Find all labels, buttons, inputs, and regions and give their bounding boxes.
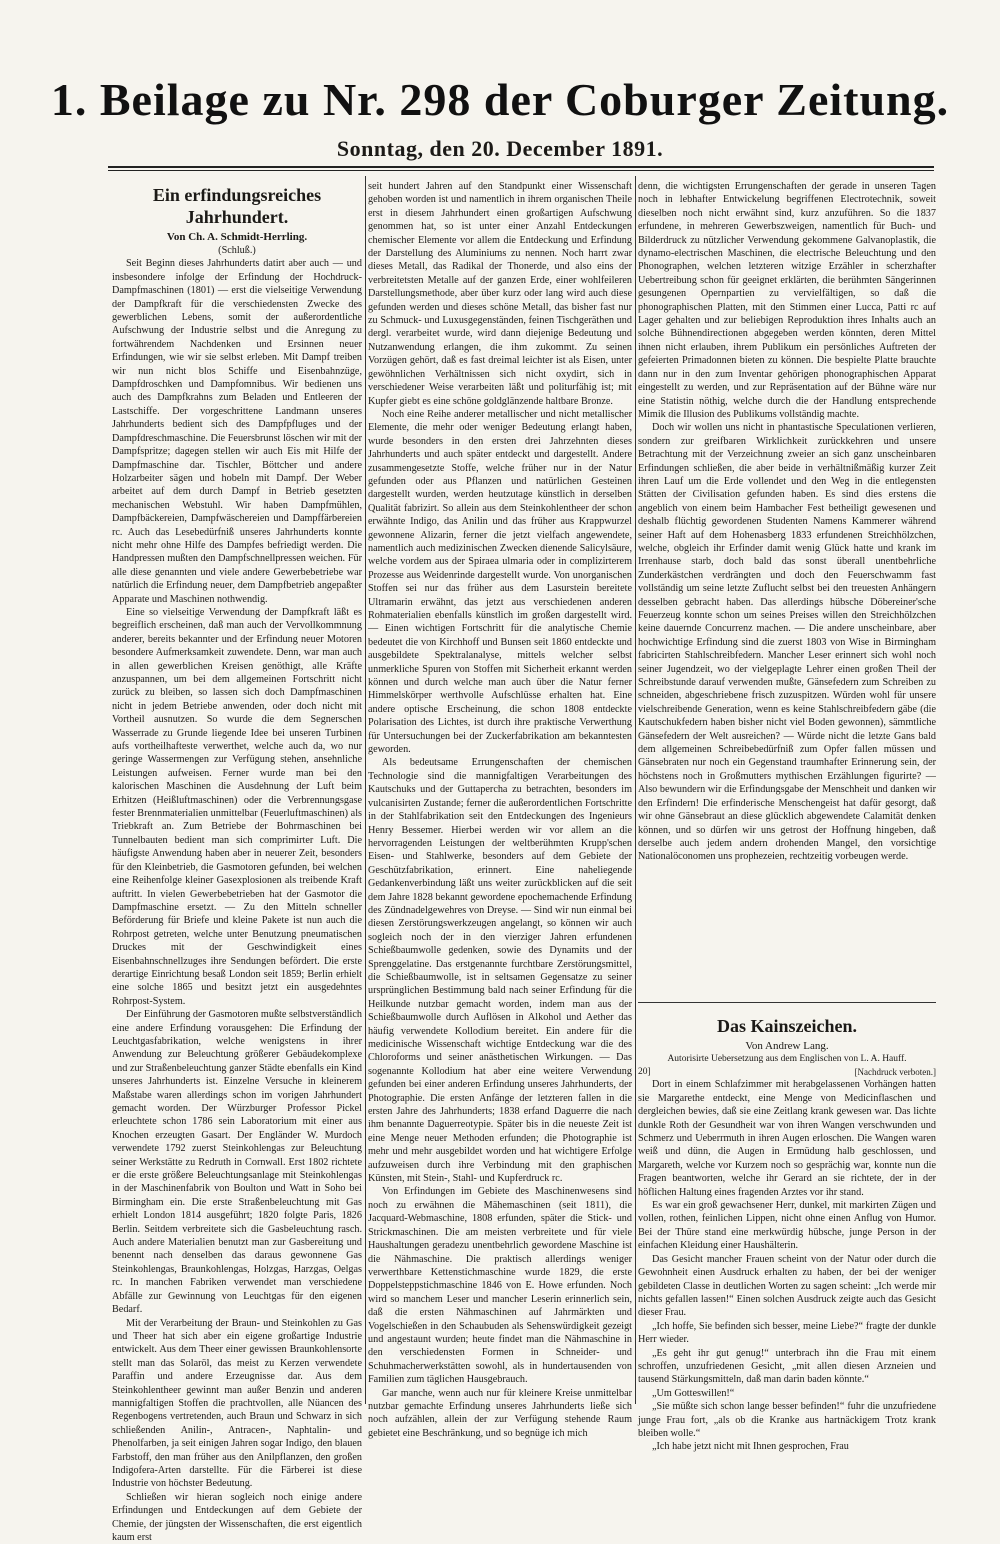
masthead-rule: [108, 166, 934, 168]
serial-byline: Von Andrew Lang.: [745, 1040, 829, 1052]
article-paragraph: Doch wir wollen uns nicht in phantastische Speculationen verlieren, sondern zur greifbaren Wirklichkeit zurückkehren und unsere Betrachtung mit der Verzeichnung zweier an sich ganz unscheinbaren Erfindungen schließen, die aber beide in verhältnißmäßig kurzer Zeit ihren Lauf um die Erde vollendet und den Weg in die entlegensten Stätten der Civilisation gefunden haben. Es sind dies erstens die angeblich von einem beim Hambacher Fest betheiligt gewesenen und deshalb flüchtig gewordenen Studenten Namens Kammerer während seiner Haft auf dem Hohenasberg 1833 erfundenen Streichhölzchen, welche, obgleich ihr Erfinder damit wenig Glück hatte und krank im Irrenhause starb, doch bald das sonst überall unentbehrliche Zunderkästchen verdrängten und doch den Feuerschwamm fast vollständig um seine letzte Zuflucht selbst bei den treuesten Anhängern desselben gebracht haben. Das allerdings hübsche Döbereiner'sche Feuerzeug konnte schon um seines Preises willen den Streichhölzchen keine dauernde Concurrenz machen. — Die andere unscheinbare, aber hochwichtige Erfindung sind die zuerst 1803 von Wise in Birmingham fabricirten Stahlschreibfedern. Mancher Leser erinnert sich wohl noch seiner Jugendzeit, wo der vielgeplagte Lehrer einen großen Theil der Schreibstunde darauf verwenden mußte, Gänsefedern zum Schreiben zu schneiden, abgeschriebene frisch zuzuspitzen. Würden wohl für unsere vielschreibende Generation, wenn es keine Stahlschreibfedern gäbe (die Kautschukfedern haben bisher nicht viel Boden gewonnen), sämmtliche Gänsefedern der Welt ausreichen? — Würde nicht die letzte Gans bald dem allgemeinen Schreibebedürfniß zum Opfer fallen müssen und Gänsebraten nur noch ein Gegenstand traumhafter Erinnerung sein, der höchstens noch in Großmutters mythischen Erzählungen figurirte? — Also bewundern wir die Erfindungsgabe der Menschheit und danken wir den Erfindern! Die erfinderische Menschengeist hat dafür gesorgt, daß wir ohne Gänsebraut an diese glücklich abgewendete Calamität denken können, und so dürfen wir uns getrost der Hoffnung hingeben, daß derselbe auch jedem andern drohenden Mangel, den vorsichtige Nationalöconomen uns prophezeien, rechtzeitig vorbeugen werde.: [638, 422, 936, 863]
column-2: [368, 180, 632, 1439]
article-continuation: [638, 180, 936, 992]
article-paragraph: Seit Beginn dieses Jahrhunderts datirt aber auch — und insbesondere infolge der Erfindung der Hochdruck-Dampfmaschinen (1801) — erst die vielseitige Verwendung der Dampfkraft für die verschiedensten Zwecke des gewerblichen Lebens, somit der außerordentliche Aufschwung der Industrie selbst und die Anregung zu fortwährendem Nachdenken und Ersinnen neuer Erfindungen, wie wir sie selbst erleben. Mit Dampf treiben wir nun nicht blos Schiffe und Eisenbahnzüge, Dampfdroschken und Dampfomnibus. Wir bedienen uns auch des Dampfkrahns zum Beladen und Entleeren der Lastschiffe. Der vorgeschrittene Landmann unseres Jahrhunderts bedient sich des Dampfpfluges und der Dampfdreschmaschine. Die Feuersbrunst löschen wir mit der Dampfspritze; dagegen stellen wir auch Eis mit Hilfe der Dampfmaschine dar. Tischler, Böttcher und andere Holzarbeiter sägen und hobeln mit Dampf. Der Weber arbeitet auf dem durch Dampf in Betrieb gesetzten mechanischen Webstuhl. Wir haben Dampfmühlen, Dampfbäckereien, Dampfwäschereien und Dampffärbereien rc. Auch das Lesebedürfniß unseres Jahrhunderts konnte nicht mehr ohne Hilfe des Dampfes befriedigt werden. Die Handpressen mußten den Dampfschnellpressen weichen. Für alle diese genannten und viele andere Gewerbebetriebe war natürlich die Erfindung neuer, dem Dampfbetrieb angepaßter Apparate und Maschinen nothwendig.: [112, 258, 362, 605]
story-paragraph: „Um Gotteswillen!“: [652, 1387, 735, 1399]
article-paragraph: Schließen wir hieran sogleich noch einige andere Erfindungen und Entdeckungen auf dem Gebiete der Chemie, der jüngsten der Wissenschaften, die erst eigentlich kaum erst: [112, 1491, 362, 1543]
article-paragraph: Gar manche, wenn auch nur für kleinere Kreise unmittelbar nutzbar gemachte Erfindung unseres Jahrhunderts ließe sich noch aufzählen, allein der zur Verfügung stehende Raum gebietet eine Beschränkung, und so begnüge ich mich: [368, 1387, 632, 1439]
article-paragraph: Noch eine Reihe anderer metallischer und nicht metallischer Elemente, die mehr oder weniger Bedeutung erlangt haben, wurde besonders in den ersten drei Jahrzehnten dieses Jahrhunderts und auch später entdeckt und dargestellt. Andere zusammengesetzte Stoffe, welche früher nur in der Natur gefunden oder aus Pflanzen und natürlichen Gesteinen dargestellt wurden, werden heutzutage künstlich in derselben Qualität fabrizirt. So allein aus dem Steinkohlentheer der schon erwähnte Indigo, das Anilin und das früher aus Krappwurzel gewonnene Alizarin, ferner die jetzt vielfach angewendete, namentlich auch medizinischen Zwecken dienende Salicylsäure, welche vordem aus der Spiraea ulmaria oder in complizirterem Prozesse aus Weidenrinde dargestellt wurde. Von unorganischen Stoffen sei nur das früher aus dem Lasurstein bereitete Ultramarin erwähnt, das jetzt aus verschiedenen anderen Rohmaterialien ebenfalls künstlich im großen dargestellt wird. — Einen wichtigen Fortschritt für die analytische Chemie bedeutet die von Kirchhoff und Bunsen seit 1860 entdeckte und ausgebildete Spektralanalyse, mittels welcher selbst unmerkliche Spuren von Stoffen mit Sicherheit erkannt werden können und durch welche man auch über die Natur ferner Himmelskörper werthvolle Aufschlüsse erhalten hat. Eine andere optische Erscheinung, die schon 1808 entdeckte Polarisation des Lichtes, ist durch ihre praktische Verwerthung für Untersuchungen bei der Zuckerfabrikation am bekanntesten geworden.: [368, 408, 632, 756]
story-paragraph: „Ich hoffe, Sie befinden sich besser, meine Liebe?“ fragte der dunkle Herr wieder.: [638, 1320, 936, 1346]
article-paragraph: Eine so vielseitige Verwendung der Dampfkraft läßt es begreiflich erscheinen, daß man auch der Vervollkommnung anderer, bereits bekannter und der Erfindung neuer Motoren besondere Aufmerksamkeit zuwendete. Denn, war man auch in allen gewerblichen Kreisen genöthigt, alle Kräfte anzuspannen, um bei dem allgemeinen Fortschritt nicht zurück zu bleiben, so lassen sich doch Dampfmaschinen nicht in jedem Betriebe anwenden, oder doch nicht mit Vortheil ausnutzen. So wurde die dem Segnerschen Wasserrade zu Grunde liegende Idee bei unseren Turbinen aufs vortheilhafteste verwerthet, welche auch da, wo nur geringe Wassermengen zur Verfügung stehen, ansehnliche Leistungen aufweisen. Ferner wurde man bei den kalorischen Maschinen die Ausdehnung der Luft beim Erhitzen (Heißluftmaschinen) oder die Verbrennungsgase fester Brennmaterialien unmittelbar (Feuerluftmaschinen) als Triebkraft an. Zum Betriebe der Bohrmaschinen bei Tunnelbauten bedient man sich comprimirter Luft. Die häufigste Anwendung haben aber in neuerer Zeit, besonders für den Kleinbetrieb, die Gasmotoren gefunden, bei welchen eine Reihenfolge kleiner Gasexplosionen als treibende Kraft auftritt. In vielen Gewerbebetrieben hat der Gasmotor die Dampfmaschine ersetzt. — Zu den Mitteln schneller Beförderung für Briefe und kleine Pakete ist nun auch die Rohrpost getreten, welche unter Benutzung pneumatischen Druckes mit der Geschwindigkeit eines Eisenbahnschnellzuges ihre Sendungen befördert. Die erste derartige Einrichtung besaß London seit 1859; Berlin erhielt eine solche 1865 und besitzt jetzt ein ausgedehntes Rohrpost-System.: [112, 606, 362, 1007]
story-paragraph: Es war ein groß gewachsener Herr, dunkel, mit markirten Zügen und vollen, rothen, feinlichen Lippen, nicht ohne einen Anflug von Humor. Bei der Thüre stand eine merkwürdig hübsche, junge Person in der einfachen Kleidung einer Haushälterin.: [638, 1200, 936, 1252]
article-divider: [638, 1002, 936, 1003]
serial-meta: [638, 1066, 936, 1078]
masthead-date: Sonntag, den 20. December 1891.: [336, 136, 664, 161]
article-title: Ein erfindungsreiches Jahrhundert.: [152, 185, 322, 227]
article-paragraph: seit hundert Jahren auf den Standpunkt einer Wissenschaft gehoben worden ist und namentlich in ihrem organischen Theile erst in diesem Jahrhundert einen großartigen Aufschwung genommen hat, so ist unter einer Anzahl Entdeckungen chemischer Elemente vor allem die Entdeckung und Erfindung der Darstellung des Aluminiums zu nennen. Noch harrt zwar dieses Metall, das Radikal der Thonerde, und also eins der verbreitetsten Metalle auf der ganzen Erde, einer wohlfeileren Darstellungsmethode, aber über kurz oder lang wird auch diese gefunden werden und dieses schöne Metall, das bisher fast nur zu Schmuck- und Luxusgegenständen, feinen Tischgeräthen und dergl. verarbeitet wurde, wird dann diejenige Bedeutung und Nutzanwendung erlangen, die ihm zukommt. Zu seinen Vorzügen gehört, daß es fast dreimal leichter ist als Eisen, unter gewöhnlichen Verhältnissen sich nicht oxydirt, sich in verschiedener Weise verarbeiten läßt und politurfähig ist; mit Kupfer giebt es eine schöne goldglänzende haltbare Bronze.: [368, 181, 632, 407]
column-divider: [365, 176, 366, 1404]
serial-number: 20]: [638, 1067, 651, 1078]
story-paragraph: Das Gesicht mancher Frauen scheint von der Natur oder durch die Gewohnheit einen Ausdruck erhalten zu haben, der bei der weniger gebildeten Classe in deutlichen Worten zu sagen scheint: „Ich werde mir nichts gefallen lassen!“ Einen solchen Ausdruck zeigte auch das Gesicht dieser Frau.: [638, 1253, 936, 1319]
column-3: [638, 180, 936, 1453]
article-paragraph: Von Erfindungen im Gebiete des Maschinenwesens sind noch zu erwähnen die Mähemaschinen (seit 1811), die Jacquard-Webmaschine, 1808 erfunden, später die Stick- und Strickmaschinen. Die am meisten verbreitete und für viele Haushaltungen geradezu unentbehrlich gewordene Maschine ist die Nähmaschine. Die praktisch allerdings weniger verwerthbare Kettenstichmaschine wurde 1829, die erste Doppelsteppstichmaschine 1846 von E. Howe erfunden. Noch wird so manchem Leser und mancher Leserin erinnerlich sein, daß die ersten Nähmaschinen auf Jahrmärkten und Vogelschießen in den Schaubuden als Sehenswürdigkeit gezeigt und angestaunt wurden; heute findet man die Nähmaschine in den verschiedensten Formen in Schneider- und Schuhmacherwerkstätten sowohl, als in hundertausenden von Familien zum täglichen Hausgebrauch.: [368, 1186, 632, 1386]
serial-title: Das Kainszeichen.: [716, 1016, 857, 1036]
article-byline: Von Ch. A. Schmidt-Herrling.: [166, 231, 308, 243]
translation-note: Autorisirte Uebersetzung aus dem Englischen von L. A. Hauff.: [667, 1054, 907, 1064]
story-paragraph: „Es geht ihr gut genug!“ unterbrach ihn die Frau mit einem schroffen, unzufriedenen Gesicht, „mit allen diesen Arzneien und tausend Stärkungsmitteln, daß man darin baden könnte.“: [638, 1347, 936, 1386]
column-1: [112, 180, 362, 1543]
masthead-rule-thin: [108, 170, 934, 171]
column-divider: [635, 176, 636, 1404]
story-paragraph: „Sie müßte sich schon lange besser befinden!“ fuhr die unzufriedene junge Frau fort, „als ob die Kranke aus hartnäckigem Trotz krank bleiben wolle.“: [638, 1401, 936, 1439]
article-paragraph: Mit der Verarbeitung der Braun- und Steinkohlen zu Gas und Theer hat sich aber ein eigene großartige Industrie entwickelt. Aus dem Theer einer gewissen Braunkohlensorte stellt man das Solaröl, das meist zu Kerzen verwendete Paraffin und andere Erzeugnisse dar. Aus dem Steinkohlentheer gewinnt man außer Benzin und anderen mannigfaltigen Stoffen die prachtvollen, alle Nüancen des Regenbogens vertretenden, auch Braun und Schwarz in sich schließenden Anilin-, Antracen-, Naphtalin- und Phenolfarben, ja seit einigen Jahren sogar Indigo, den blauen Farbstoff, den man früher aus den Anilpflanzen, den großen Indigofera-Arten darstellte. Für die Färberei ist diese Industrie von höchster Bedeutung.: [112, 1317, 362, 1490]
story-paragraph: „Ich habe jetzt nicht mit Ihnen gesprochen, Frau: [652, 1441, 849, 1453]
article-paragraph: Als bedeutsame Errungenschaften der chemischen Technologie sind die mannigfaltigen Verarbeitungen des Kautschuks und der Guttapercha zu betrachten, besonders im vulcanisirten Zustande; ferner die außerordentlichen Fortschritte in der Stahlfabrikation seit den Entdeckungen des Ingenieurs Henry Bessemer. Hierbei werden wir vor allem an die hervorragenden Leistungen der weltberühmten Krupp'schen Eisen- und Stahlwerke, besonders auf dem Gebiete der Geschützfabrikation, erinnert. Eine naheliegende Gedankenverbindung läßt uns weiter zurückblicken auf die seit dem Jahre 1828 bekannt gewordene epochemachende Erfindung des Zündnadelgewehres von Dreyse. — Sind wir nun einmal bei diesen Zerstörungswerkzeugen angelangt, so können wir auch sogleich noch der in den vierziger Jahren erfundenen Schießbaumwolle gedenken, sowie des Dynamits und der Sprenggelatine. Das erstgenannte furchtbare Zerstörungsmittel, die Schießbaumwolle, ist in seltsamen Gegensatze zu seiner ursprünglichen Bestimmung bald nach seiner Erfindung für die Heilkunde nutzbar gemacht worden, indem man aus der Schießbaumwolle durch Auflösen in Alkohol und Aether das häufig verwendete Kollodium bereitet. Ein andere für die medicinische Wissenschaft wichtige Entdeckung war die des Chloroforms und seiner anästhetischen Wirkungen. — Das sogenannte Kollodium hat aber eine weitere Verwendung gefunden bei einer anderen Erfindung unseres Jahrhunderts, der Photographie. Die ersten Anfänge der letzteren fallen in die ersten Jahre des Jahrhunderts; 1838 erfand Daguerre die nach ihm benannte Daguerreotypie. Später bis in die neueste Zeit ist eine Menge neuer Methoden erfunden; die Photographie ist mehr und mehr ausgebildet worden und hat wichtigere Erfolge aufzuweisen durch ihre Verbindung mit den graphischen Künsten, mit Stein-, Stahl- und Kupferdruck rc.: [368, 757, 632, 1185]
continuation-note: (Schluß.): [218, 245, 256, 256]
story-paragraph: Dort in einem Schlafzimmer mit herabgelassenen Vorhängen hatten sie Margarethe entdeckt, eine Menge von Medicinflaschen und dergleichen bewies, daß sie eine Zeitlang krank gewesen war. Das lichte dunkle Roth der Gesundheit war von ihren Wangen verschwunden und Schmerz und Ueberrmuth in ihren Augen erloschen. Die Wangen waren weiß und dünn, die Augen in Ermüdung halb geschlossen, und Margareth, welche vor Kurzem noch so gesprächig war, konnte nun die Fragen beantworten, welche ihr Gerard an sie richtete, der in der höflichen Haltung eines fragenden Arztes vor ihr stand.: [638, 1079, 936, 1198]
masthead: [0, 72, 1000, 162]
article-paragraph: Der Einführung der Gasmotoren mußte selbstverständlich eine andere Erfindung vorausgehen: Die Erfindung der Leuchtgasfabrikation, welche wenigstens in ihrer Anwendung zur Beleuchtung größerer Gebäudekomplexe und zur Straßenbeleuchtung ganzer Städte ebenfalls ein Kind unseres Jahrhunderts ist. Einzelne Versuche in kleinerem Maßstabe waren allerdings schon im vorigen Jahrhundert gemacht worden. Der Würzburger Professor Pickel erleuchtete schon 1786 sein Laboratorium mit einer aus Knochen erzeugten Gasart. Der Engländer W. Murdoch verwendete 1792 zuerst Steinkohlengas zur Beleuchtung seiner Werkstätte zu Redruth in Cornwall. Erst 1802 richtete er die erste größere Beleuchtungsanlage mit Steinkohlengas in der Maschinenfabrik von Boulton und Watt in Soho bei Birmingham ein. Die erste Straßenbeleuchtung mit Gas erhielt London 1814 ausgeführt; 1820 folgte Paris, 1826 Berlin. Seitdem verbreitete sich die Gasbeleuchtung rasch. Auch andere Materialien benutzt man zur Gasbereitung und benennt nach denselben das daraus gewonnene Gas Steinkohlengas, Braunkohlengas, Holzgas, Harzgas, Oelgas rc. In manchen Fabriken verwendet man verschiedene Abfälle zur Gewinnung von Leuchtgas für den eigenen Bedarf.: [112, 1009, 362, 1316]
masthead-title: 1. Beilage zu Nr. 298 der Coburger Zeitung.: [50, 74, 950, 125]
reprint-notice: [Nachdruck verboten.]: [854, 1067, 936, 1078]
article-paragraph: denn, die wichtigsten Errungenschaften der gerade in unseren Tagen noch in lebhafter Entwickelung begriffenen Electrotechnik, soweit dieselben noch nicht erwähnt sind, kurz anzuführen. So die 1837 erfundene, in mehreren Gewerbszweigen, namentlich für Buch- und Bilderdruck zu nützlicher Verwendung gekommene Galvanoplastik, die dynamo-electrischen Maschinen, die electrische Beleuchtung und den Phonographen, welchen letzteren witzige Erzähler in scherzhafter Uebertreibung schon für geeignet erklärten, die berühmten Sängerinnen gesungenen Opernpartien zu vervielfältigen, so daß die phonographischen Platten, mit den Stimmen einer Lucca, Patti rc auf Lager gehalten und zur beliebigen Reproduktion ihres Inhalts auch an solche Bühnendirectionen abgegeben werden könnten, deren Mittel ihnen nicht erlauben, ihrem Publikum ein persönliches Auftreten der gefeierten Primadonnen bieten zu können. Die bespielte Platte brauchte dann nur in den zum Inventar gehörigen phonographischen Apparat eingestellt zu werden, und zur Repräsentation auf der Bühne wäre nur eine Statistin nöthig, welche durch die der Handlung entsprechende Mimik die Illusion des Publikums vollständig machte.: [638, 181, 936, 420]
